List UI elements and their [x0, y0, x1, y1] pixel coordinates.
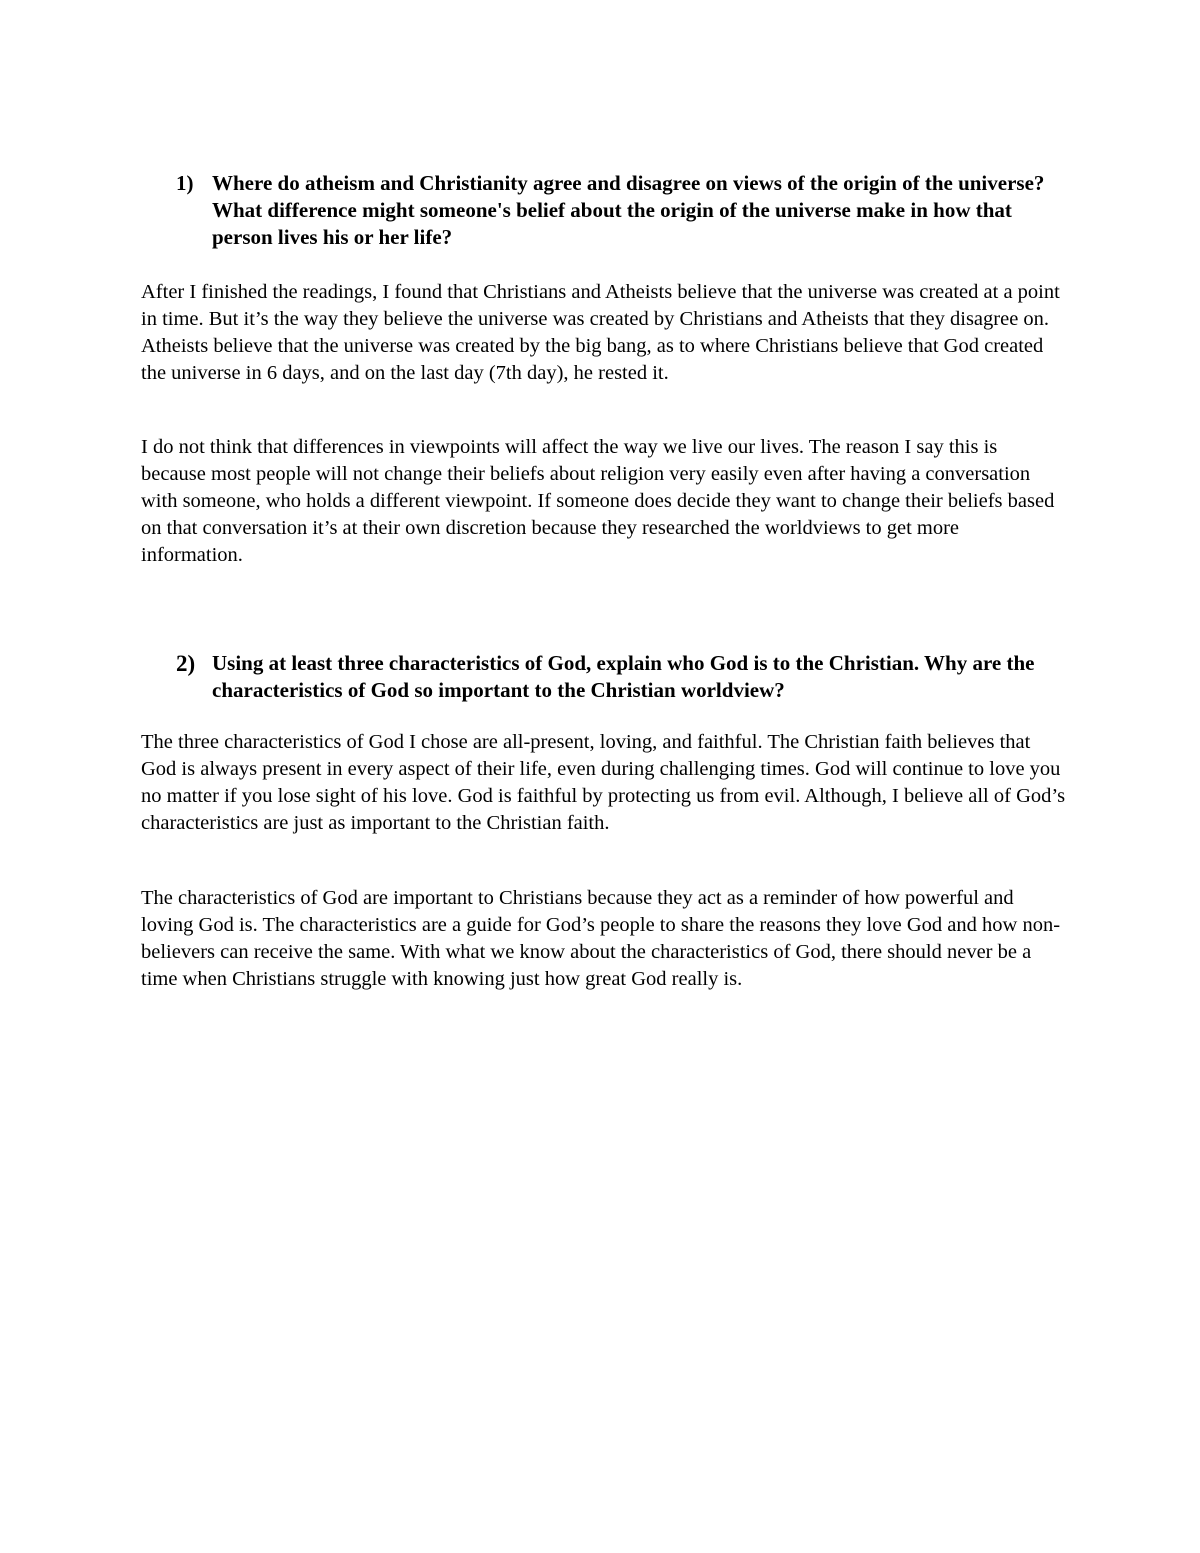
question-text: Using at least three characteristics of God, explain who God is to the Christian. Why are the characteristics of God so important to the Christian worldview? [212, 651, 1035, 702]
answer-paragraph: After I finished the readings, I found that Christians and Atheists believe that the universe was created at a point in time. But it’s the way they believe the universe was created by Christians and Atheists that they disagree on. Atheists believe that the universe was created by the big bang, as to where Christians believe that God created the universe in 6 days, and on the last day (7th day), he rested it. [141, 281, 1060, 384]
answer-paragraph: I do not think that differences in viewpoints will affect the way we live our lives. The reason I say this is because most people will not change their beliefs about religion very easily even after having a conversation with someone, who holds a different viewpoint. If someone does decide they want to change their beliefs based on that conversation it’s at their own discretion because they researched the worldviews to get more information. [141, 436, 1055, 566]
answer-paragraph: The three characteristics of God I chose are all-present, loving, and faithful. The Christian faith believes that God is always present in every aspect of their life, even during challenging times. God will continue to love you no matter if you lose sight of his love. God is faithful by protecting us from evil. Although, I believe all of God’s characteristics are just as important to the Christian faith. [141, 731, 1066, 834]
question-2 [176, 650, 1076, 704]
question-number: 2) [176, 651, 196, 676]
question-1 [176, 170, 1076, 251]
question-text: Where do atheism and Christianity agree and disagree on views of the origin of the universe? What difference might someone's belief about the origin of the universe make in how that person lives his or her life? [212, 171, 1045, 249]
question-number: 1) [176, 171, 194, 195]
answer-paragraph: The characteristics of God are important to Christians because they act as a reminder of how powerful and loving God is. The characteristics are a guide for God’s people to share the reasons they love God and how non-believers can receive the same. With what we know about the characteristics of God, there should never be a time when Christians struggle with knowing just how great God really is. [141, 887, 1061, 990]
